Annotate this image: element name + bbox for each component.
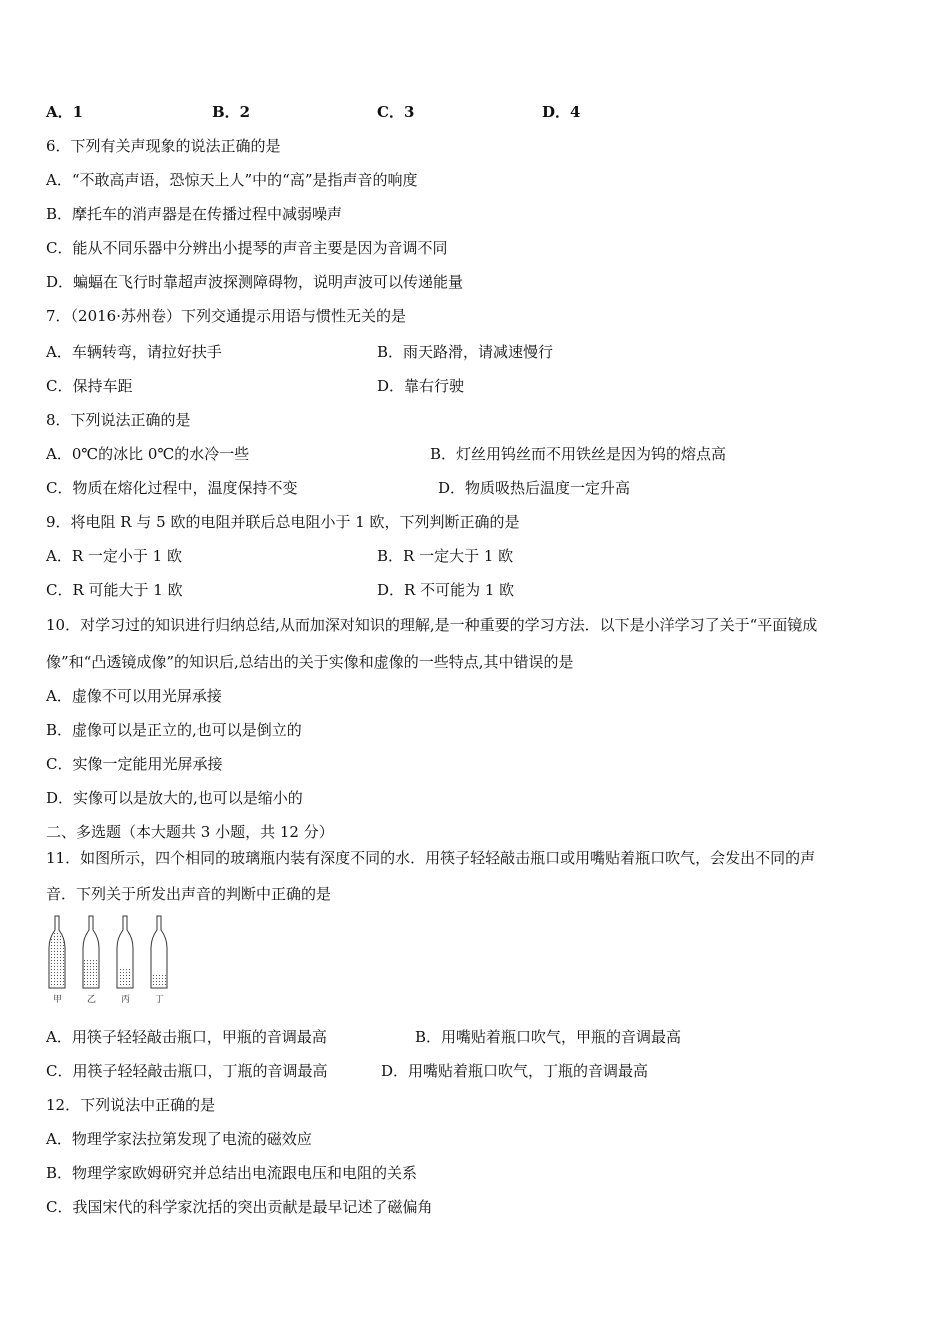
q5-option-a: A．1 (46, 103, 84, 121)
q10-option-a: A．虚像不可以用光屏承接 (46, 687, 222, 705)
q11-stem-line-2: 音．下列关于所发出声音的判断中正确的是 (46, 885, 332, 903)
q11-stem-line-1: 11．如图所示，四个相同的玻璃瓶内装有深度不同的水．用筷子轻轻敲击瓶口或用嘴贴着瓶口吹气，会发出不同的声 (46, 849, 816, 867)
q10-stem-line-2: 像”和“凸透镜成像”的知识后,总结出的关于实像和虚像的一些特点,其中错误的是 (46, 653, 574, 671)
q9-option-b: B．R 一定大于 1 欧 (377, 547, 514, 565)
q12-option-c: C．我国宋代的科学家沈括的突出贡献是最早记述了磁偏角 (46, 1198, 433, 1216)
bottle-yi (83, 916, 99, 1005)
bottle-bing (117, 916, 133, 1005)
q6-option-d: D．蝙蝠在飞行时靠超声波探测障碍物，说明声波可以传递能量 (46, 273, 464, 291)
q8-option-d: D．物质吸热后温度一定升高 (438, 479, 631, 497)
q10-stem-line-1: 10．对学习过的知识进行归纳总结,从而加深对知识的理解,是一种重要的学习方法．以下是小洋学习了关于“平面镜成 (46, 616, 818, 634)
bottle-label-jia: 甲 (53, 995, 63, 1005)
q9-option-a: A．R 一定小于 1 欧 (46, 547, 182, 565)
bottle-ding (151, 916, 167, 1005)
q6-stem: 6．下列有关声现象的说法正确的是 (46, 137, 281, 155)
water-bing (118, 967, 132, 987)
water-jia (50, 932, 64, 987)
q9-option-c: C．R 可能大于 1 欧 (46, 581, 183, 599)
bottle-jia (49, 916, 65, 1005)
bottle-label-ding: 丁 (155, 995, 165, 1005)
q12-option-b: B．物理学家欧姆研究并总结出电流跟电压和电阻的关系 (46, 1164, 418, 1182)
q8-option-c: C．物质在熔化过程中，温度保持不变 (46, 479, 298, 497)
bottle-label-bing: 丙 (121, 995, 131, 1005)
q9-stem: 9．将电阻 R 与 5 欧的电阻并联后总电阻小于 1 欧，下列判断正确的是 (46, 513, 520, 531)
q12-option-a: A．物理学家法拉第发现了电流的磁效应 (46, 1130, 312, 1148)
q7-option-d: D．靠右行驶 (377, 377, 465, 395)
q10-option-b: B．虚像可以是正立的,也可以是倒立的 (46, 721, 302, 739)
q5-option-d: D．4 (542, 103, 581, 121)
q8-option-b: B．灯丝用钨丝而不用铁丝是因为钨的熔点高 (430, 445, 727, 463)
q10-option-d: D．实像可以是放大的,也可以是缩小的 (46, 789, 303, 807)
q11-option-d: D．用嘴贴着瓶口吹气，丁瓶的音调最高 (381, 1062, 649, 1080)
q11-option-b: B．用嘴贴着瓶口吹气，甲瓶的音调最高 (415, 1028, 682, 1046)
q11-option-c: C．用筷子轻轻敲击瓶口，丁瓶的音调最高 (46, 1062, 328, 1080)
q5-option-b: B．2 (212, 103, 251, 121)
q7-option-a: A．车辆转弯，请拉好扶手 (46, 343, 222, 361)
q8-stem: 8．下列说法正确的是 (46, 411, 191, 429)
q9-option-d: D．R 不可能为 1 欧 (377, 581, 515, 599)
q6-option-a: A．“不敢高声语，恐惊天上人”中的“高”是指声音的响度 (46, 171, 418, 189)
q7-option-c: C．保持车距 (46, 377, 133, 395)
q7-option-b: B．雨天路滑，请减速慢行 (377, 343, 554, 361)
q10-option-c: C．实像一定能用光屏承接 (46, 755, 223, 773)
q7-stem: 7．（2016·苏州卷）下列交通提示用语与惯性无关的是 (46, 307, 406, 325)
q6-option-c: C．能从不同乐器中分辨出小提琴的声音主要是因为音调不同 (46, 239, 448, 257)
q11-option-a: A．用筷子轻轻敲击瓶口，甲瓶的音调最高 (46, 1028, 327, 1046)
bottles-figure (44, 914, 184, 1006)
bottle-label-yi: 乙 (87, 995, 97, 1005)
q6-option-b: B．摩托车的消声器是在传播过程中减弱噪声 (46, 205, 343, 223)
q12-stem: 12．下列说法中正确的是 (46, 1096, 216, 1114)
water-yi (84, 960, 98, 987)
q8-option-a: A．0℃的冰比 0℃的水冷一些 (46, 445, 250, 463)
q5-option-c: C．3 (377, 103, 415, 121)
water-ding (152, 975, 166, 987)
section-heading-multiple-choice: 二、多选题（本大题共 3 小题，共 12 分） (46, 823, 334, 841)
